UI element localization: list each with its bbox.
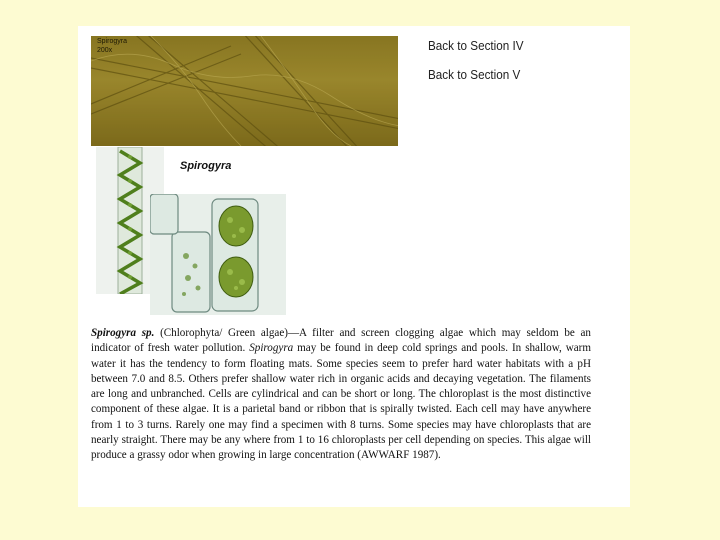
- micrograph-filaments: [91, 36, 398, 146]
- description-part-1: (Chlorophyta/ Green algae)—A filter and screen clogging algae which may seldom be an indicator of fresh water pollution.: [91, 327, 591, 355]
- content-sheet: [78, 26, 630, 507]
- description-part-2: may be found in deep cold springs and pools. In shallow, warm water it has the tendency to form floating mats. Some species seem to prefer hard water habitats with a pH between 7.0 and 8.5. Others prefer shallow water rich in organic acids and decaying vegetation. The filaments are long and unbranched. Cells are cylindrical and can be short or long. The chloroplast is the most distinctive component of these algae. It is a parietal band or ribbon that is spirally twisted. Each cell may have anywhere from 1 to 3 turns. Rarely one may find a specimen with 8 turns. Some species may have chloroplasts that are nearly straight. There may be any where from 1 to 16 chloroplasts per cell depending on species. This algae will produce a grassy odor when growing in large concentration (AWWARF 1987).: [91, 342, 591, 462]
- conjugation-cells-image: [150, 194, 286, 315]
- micrograph-caption-name: Spirogyra: [97, 38, 127, 45]
- micrograph-caption-magnification: 200x: [97, 47, 113, 54]
- back-to-section-iv-link[interactable]: Back to Section IV: [428, 38, 524, 53]
- species-name: Spirogyra sp.: [91, 327, 155, 339]
- conjugation-cells-drawing: [150, 194, 286, 315]
- genus-name-inline: Spirogyra: [249, 342, 294, 355]
- back-to-section-v-link[interactable]: Back to Section V: [428, 67, 521, 82]
- section-nav: [428, 38, 534, 96]
- micrograph-caption: [97, 37, 127, 55]
- figure-label: Spirogyra: [180, 160, 232, 172]
- spirogyra-description: [91, 326, 591, 464]
- spirogyra-micrograph-200x: [91, 36, 398, 146]
